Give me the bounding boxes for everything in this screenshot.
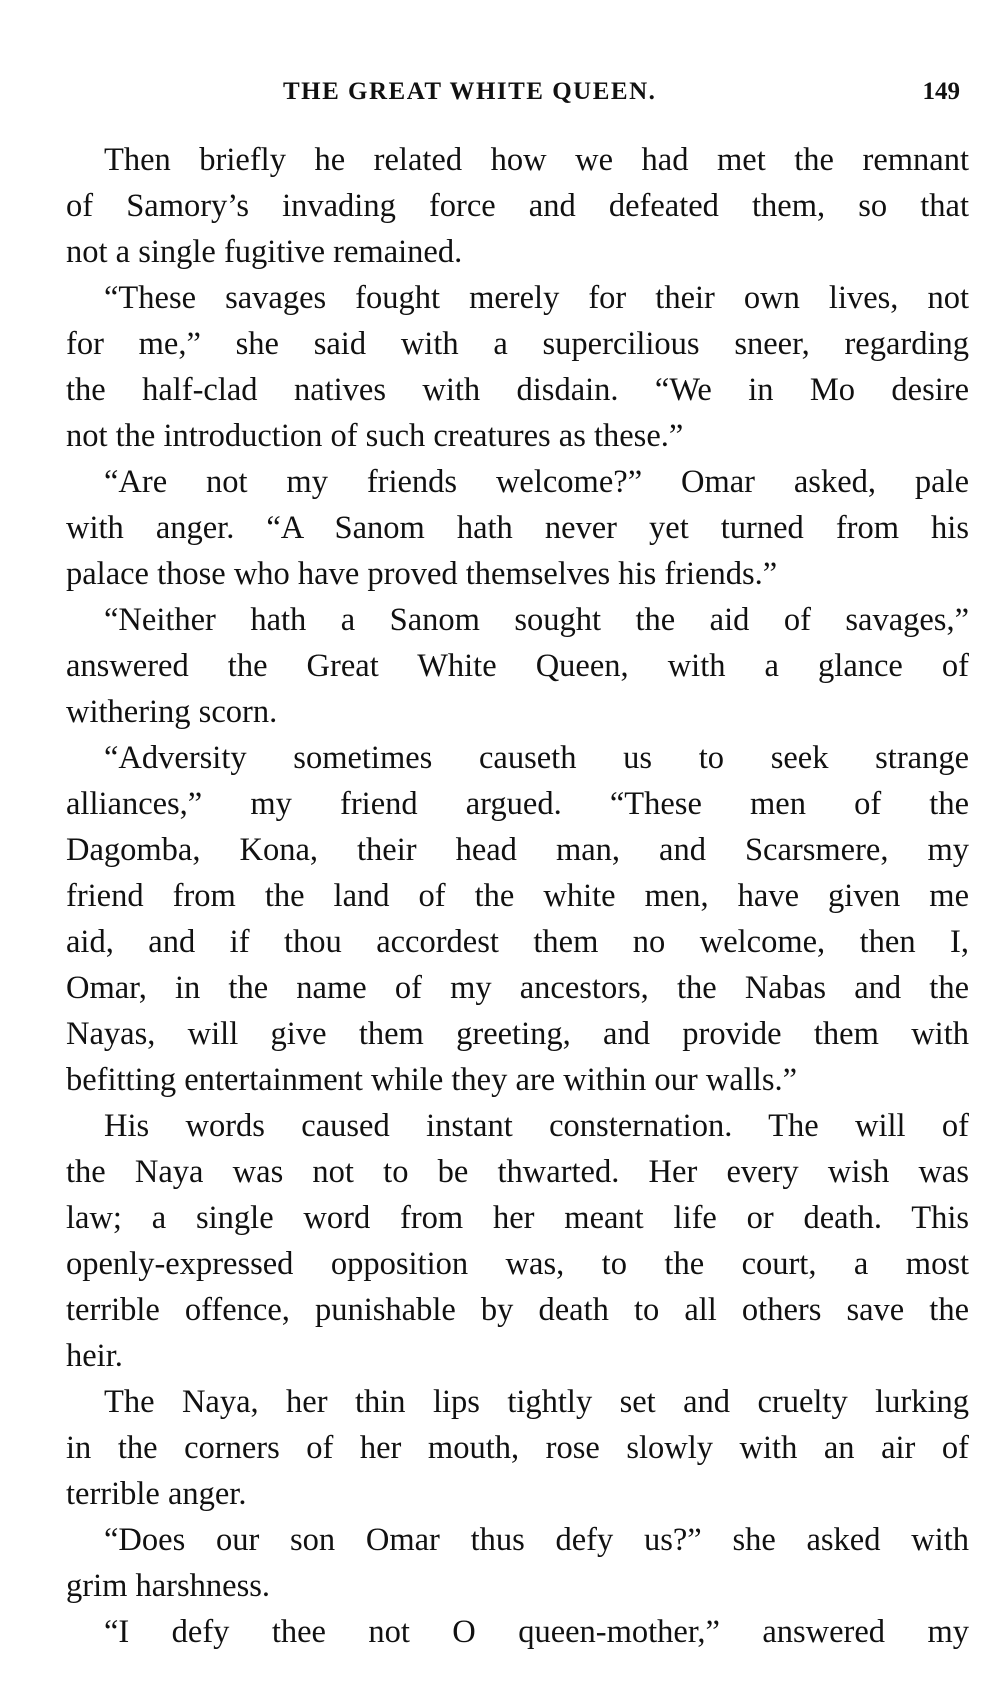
text-line: “Are not my friends welcome?” Omar asked, pale bbox=[104, 464, 969, 500]
text-line: Omar, in the name of my ancestors, the Nabas and the bbox=[66, 970, 969, 1006]
page-number: 149 bbox=[922, 78, 960, 105]
text-line: befitting entertainment while they are within our walls.” bbox=[66, 1062, 798, 1098]
text-line: “These savages fought merely for their own lives, not bbox=[104, 280, 969, 316]
text-line: “Neither hath a Sanom sought the aid of savages,” bbox=[104, 602, 969, 638]
body-text bbox=[66, 137, 969, 1655]
text-line: in the corners of her mouth, rose slowly with an air of bbox=[66, 1430, 969, 1466]
text-line: openly-expressed opposition was, to the court, a most bbox=[66, 1246, 969, 1282]
text-line: withering scorn. bbox=[66, 694, 278, 730]
text-line: for me,” she said with a supercilious sneer, regarding bbox=[66, 326, 969, 362]
text-line: “I defy thee not O queen-mother,” answered my bbox=[104, 1614, 969, 1650]
text-line: Dagomba, Kona, their head man, and Scarsmere, my bbox=[66, 832, 969, 868]
text-line: “Does our son Omar thus defy us?” she asked with bbox=[104, 1522, 969, 1558]
text-line: grim harshness. bbox=[66, 1568, 270, 1604]
text-line: His words caused instant consternation. The will of bbox=[104, 1108, 969, 1144]
running-title: THE GREAT WHITE QUEEN. bbox=[283, 78, 657, 105]
text-line: alliances,” my friend argued. “These men of the bbox=[66, 786, 969, 822]
text-line: answered the Great White Queen, with a glance of bbox=[66, 648, 969, 684]
text-line: terrible anger. bbox=[66, 1476, 247, 1512]
text-line: not a single fugitive remained. bbox=[66, 234, 463, 270]
text-line: the half-clad natives with disdain. “We in Mo desire bbox=[66, 372, 969, 408]
text-line: palace those who have proved themselves his friends.” bbox=[66, 556, 778, 592]
text-line: aid, and if thou accordest them no welcome, then I, bbox=[66, 924, 969, 960]
text-line: heir. bbox=[66, 1338, 123, 1374]
text-line: Then briefly he related how we had met the remnant bbox=[104, 142, 969, 178]
text-line: not the introduction of such creatures as these.” bbox=[66, 418, 684, 454]
text-line: terrible offence, punishable by death to all others save the bbox=[66, 1292, 969, 1328]
text-line: of Samory’s invading force and defeated them, so that bbox=[66, 188, 969, 224]
text-line: The Naya, her thin lips tightly set and cruelty lurking bbox=[104, 1384, 969, 1420]
text-line: the Naya was not to be thwarted. Her every wish was bbox=[66, 1154, 969, 1190]
text-line: with anger. “A Sanom hath never yet turned from his bbox=[66, 510, 969, 546]
text-line: “Adversity sometimes causeth us to seek strange bbox=[104, 740, 969, 776]
text-line: friend from the land of the white men, have given me bbox=[66, 878, 969, 914]
text-line: law; a single word from her meant life or death. This bbox=[66, 1200, 969, 1236]
text-line: Nayas, will give them greeting, and provide them with bbox=[66, 1016, 969, 1052]
running-head bbox=[0, 78, 1000, 118]
